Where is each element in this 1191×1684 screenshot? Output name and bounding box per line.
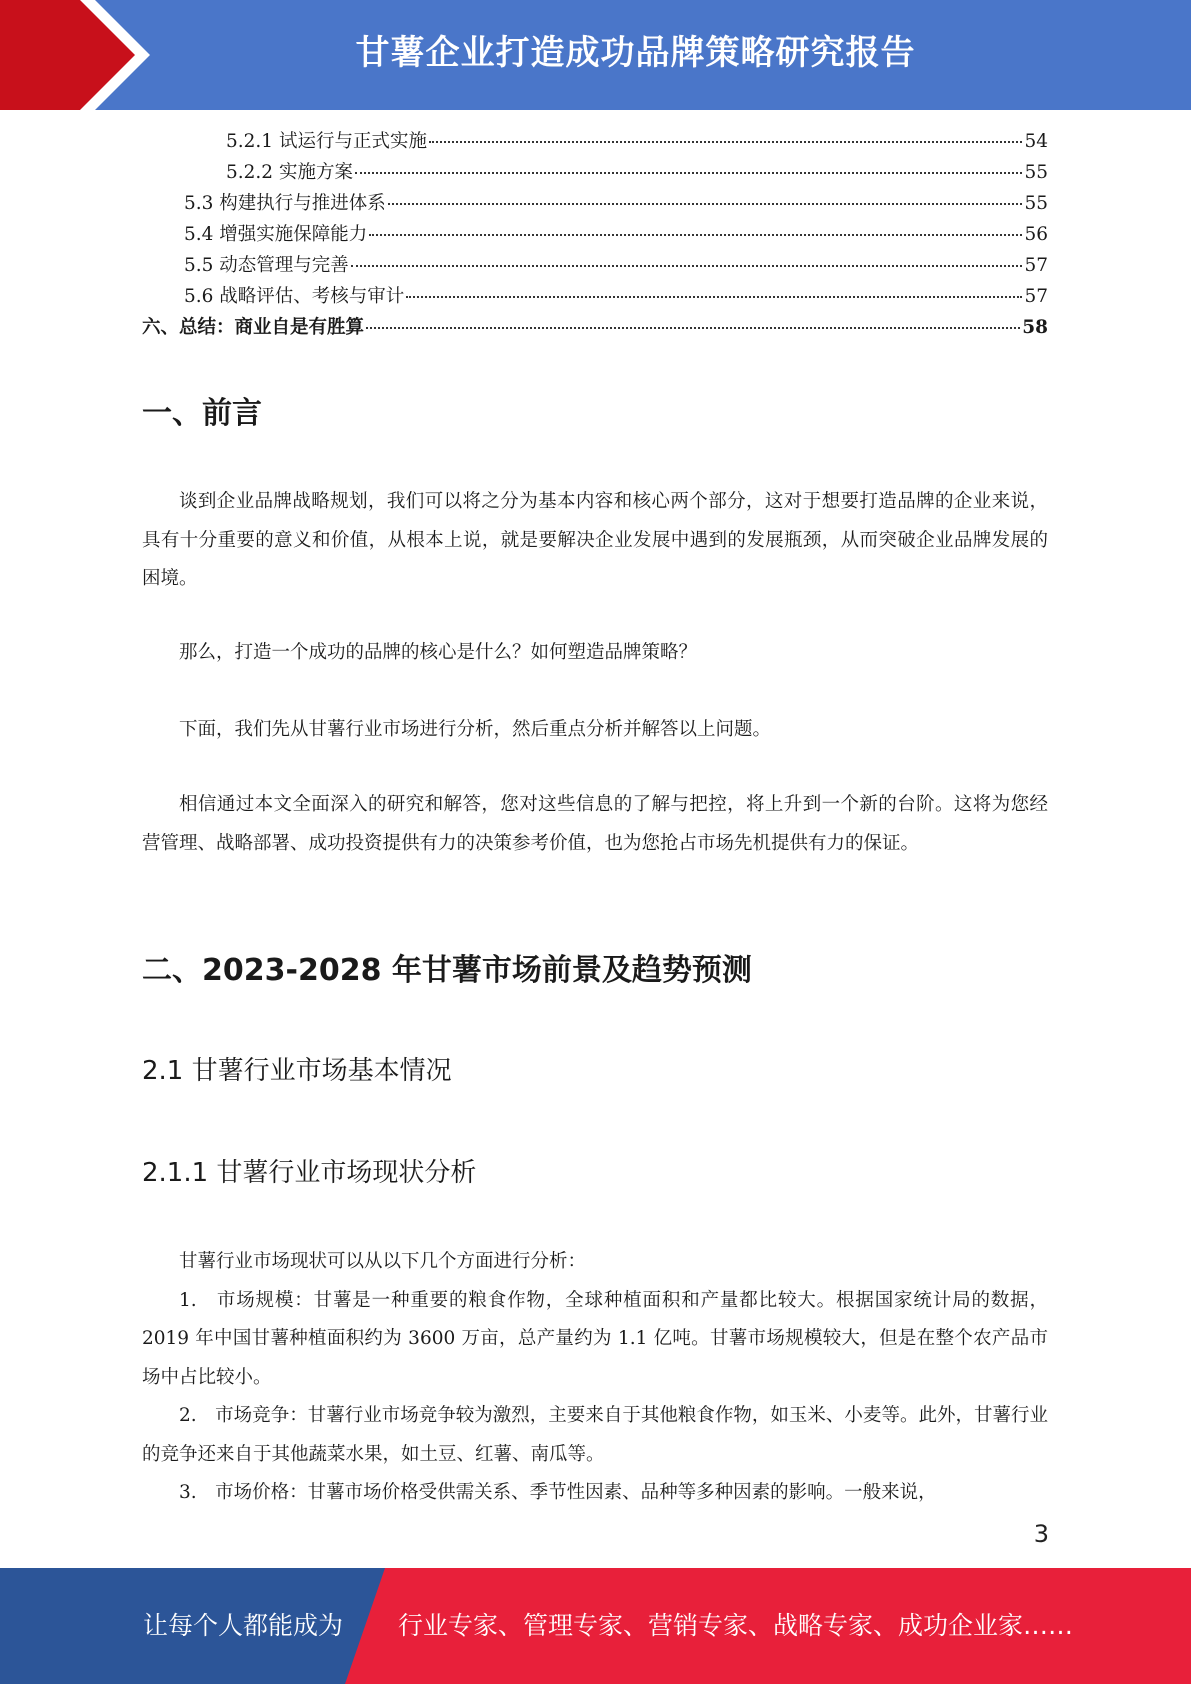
toc-entry-label: 5.5 动态管理与完善 [184,255,349,276]
toc-entry-label: 5.2.1 试运行与正式实施 [226,131,427,152]
toc-entry-label: 5.6 战略评估、考核与审计 [184,286,405,307]
subsection-heading: 2.1 甘薯行业市场基本情况 [142,1056,452,1086]
toc-entry[interactable] [142,313,1048,344]
subsection-heading: 2.1.1 甘薯行业市场现状分析 [142,1158,477,1188]
toc-entry-label: 5.2.2 实施方案 [226,162,353,183]
toc-entry-page: 56 [1024,224,1048,245]
list-item: 1. 市场规模：甘薯是一种重要的粮食作物，全球种植面积和产量都比较大。根据国家统计局的数据，2019 年中国甘薯种植面积约为 3600 万亩，总产量约为 1.1 亿吨。甘薯市场规模较大，但是在整个农产品市场中占比较小。 [142,1289,1048,1388]
toc-leader-dots [406,296,1022,298]
toc-entry-label: 5.4 增强实施保障能力 [184,224,368,245]
toc-entry-page: 57 [1024,286,1048,307]
document-title: 甘薯企业打造成功品牌策略研究报告 [355,33,916,73]
toc-leader-dots [366,327,1020,329]
paragraph: 相信通过本文全面深入的研究和解答，您对这些信息的了解与把控，将上升到一个新的台阶。这将为您经营管理、战略部署、成功投资提供有力的决策参考价值，也为您抢占市场先机提供有力的保证。 [142,794,1048,854]
toc-entry-page: 54 [1024,131,1048,152]
page-number: 3 [1033,1520,1049,1548]
toc-entry-label: 5.3 构建执行与推进体系 [184,193,386,214]
preface-paragraph [142,634,1048,673]
section-market-forecast [142,945,1048,989]
toc-leader-dots [429,141,1022,143]
toc-leader-dots [355,172,1023,174]
paragraph: 那么，打造一个成功的品牌的核心是什么？如何塑造品牌策略？ [179,642,698,663]
page-header [0,0,1191,110]
toc-entry-page: 55 [1024,193,1048,214]
preface-paragraph [142,483,1048,599]
toc-entry[interactable] [142,251,1048,282]
list-item: 3. 市场价格：甘薯市场价格受供需关系、季节性因素、品种等多种因素的影响。一般来说， [179,1482,937,1503]
toc-entry[interactable] [142,282,1048,313]
list-item: 2. 市场竞争：甘薯行业市场竞争较为激烈，主要来自于其他粮食作物，如玉米、小麦等。此外，甘薯行业的竞争还来自于其他蔬菜水果，如土豆、红薯、南瓜等。 [142,1405,1048,1465]
footer-slogan-left: 让每个人都能成为 [143,1611,344,1640]
section-heading: 二、2023-2028 年甘薯市场前景及趋势预测 [142,953,752,988]
toc-leader-dots [388,203,1023,205]
toc-entry-page: 58 [1022,317,1048,338]
toc-entry-page: 57 [1024,255,1048,276]
toc-entry[interactable] [142,189,1048,220]
toc-leader-dots [351,265,1023,267]
preface-paragraph [142,711,1048,750]
section-preface [142,388,1048,432]
table-of-contents [142,127,1048,344]
toc-entry[interactable] [142,158,1048,189]
toc-entry[interactable] [142,220,1048,251]
subsection-heading-2-1-1 [142,1152,1048,1189]
section-heading: 一、前言 [142,396,262,431]
toc-entry[interactable] [142,127,1048,158]
paragraph: 甘薯行业市场现状可以从以下几个方面进行分析： [179,1251,587,1272]
footer-slogan-right: 行业专家、管理专家、营销专家、战略专家、成功企业家…… [398,1611,1074,1640]
toc-leader-dots [369,234,1022,236]
market-analysis-body [142,1243,1048,1513]
toc-entry-label: 六、总结：商业自是有胜算 [142,317,365,338]
subsection-heading-2-1 [142,1050,1048,1087]
paragraph: 下面，我们先从甘薯行业市场进行分析，然后重点分析并解答以上问题。 [179,719,772,740]
preface-paragraph [142,786,1048,863]
paragraph: 谈到企业品牌战略规划，我们可以将之分为基本内容和核心两个部分，这对于想要打造品牌的企业来说，具有十分重要的意义和价值，从根本上说，就是要解决企业发展中遇到的发展瓶颈，从而突破企业品牌发展的困境。 [142,491,1048,589]
toc-entry-page: 55 [1024,162,1048,183]
page-footer [0,1568,1191,1684]
